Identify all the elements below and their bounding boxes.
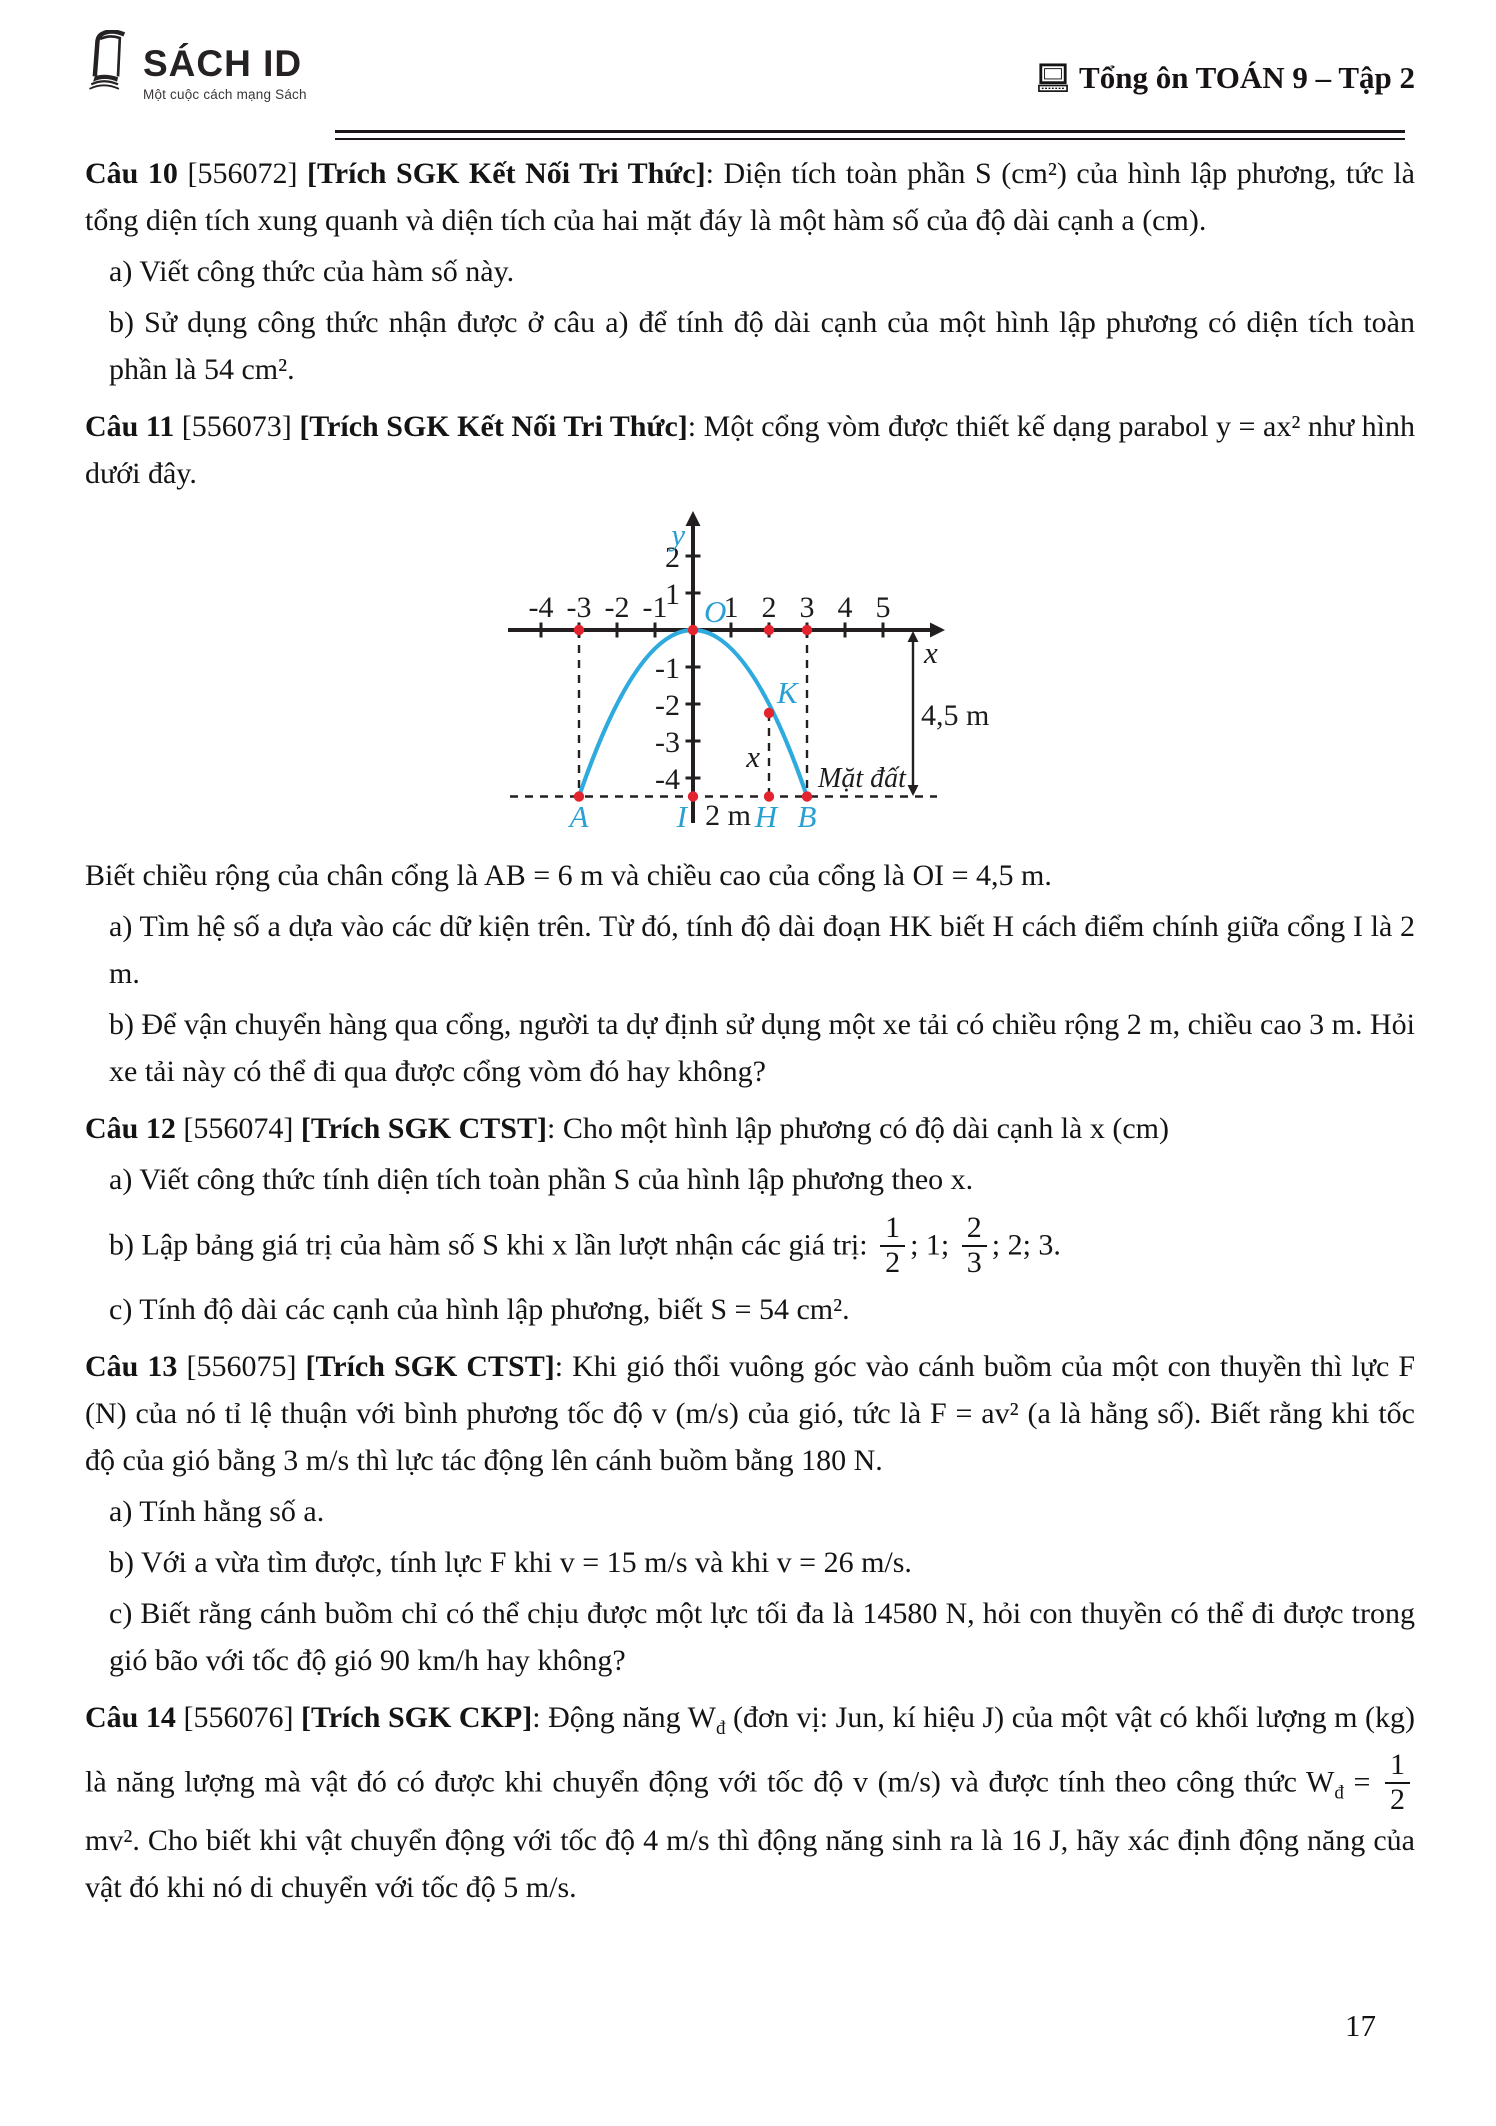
problem-12-ref: [556074] <box>175 1112 301 1145</box>
parabola-figure-svg <box>500 507 1000 842</box>
parabola-figure <box>500 507 1000 842</box>
problem-13-item-b: b) Với a vừa tìm được, tính lực F khi v = 15 m/s và khi v = 26 m/s. <box>109 1546 912 1580</box>
problem-11-body: : Một cổng vòm được thiết kế dạng parabol y = ax² như hình dưới đây. <box>85 410 1415 490</box>
origin-label: O <box>704 594 727 629</box>
svg-text:-4: -4 <box>528 591 554 624</box>
drop-length-label: x <box>746 739 760 774</box>
problem-13-ref: [556075] <box>177 1350 306 1384</box>
problem-12-number: Câu 12 <box>85 1112 176 1145</box>
problem-14-body-2: (đơn vị: Jun, kí hiệu J) của một vật có khối lượng m (kg) là năng lượng mà vật đó có được khi chuyển động với tốc độ v (m/s) và được tính theo công thức W <box>85 1701 1415 1799</box>
logo-tagline: Một cuộc cách mạng Sách <box>143 86 307 102</box>
fraction-two-thirds: $\frac{2}{3}$ <box>962 1213 987 1278</box>
logo-text-block <box>143 30 307 102</box>
y-axis-label: y <box>671 517 685 552</box>
computer-icon <box>1037 63 1069 93</box>
x-axis-label: x <box>924 635 938 670</box>
problem-12-body: : Cho một hình lập phương có độ dài cạnh là x (cm) <box>546 1112 1169 1145</box>
svg-text:-1: -1 <box>642 591 668 624</box>
segment-width-label: 2 m <box>705 799 751 832</box>
axis-ticks <box>541 556 883 778</box>
problem-12-item-a: a) Viết công thức tính diện tích toàn phần S của hình lập phương theo x. <box>109 1163 974 1196</box>
y-tick-labels <box>655 541 680 796</box>
problem-12-source: [Trích SGK CTST] <box>300 1112 547 1145</box>
svg-text:-4: -4 <box>655 763 680 796</box>
point-i-label: I <box>676 799 687 834</box>
svg-text:-1: -1 <box>655 652 680 685</box>
point-h-label: H <box>754 799 778 834</box>
problem-10-ref: [556072] <box>177 157 308 190</box>
problem-11-item-a: a) Tìm hệ số a dựa vào các dữ kiện trên. Từ đó, tính độ dài đoạn HK biết H cách điểm chính giữa cổng I là 2 m. <box>109 910 1415 990</box>
svg-text:1: 1 <box>723 591 739 624</box>
point-a-label: A <box>569 799 589 834</box>
problem-11-number: Câu 11 <box>85 410 175 443</box>
problem-11-note: Biết chiều rộng của chân cổng là AB = 6 m và chiều cao của cổng là OI = 4,5 m. <box>85 859 1052 892</box>
problem-14-body-4: mv². Cho biết khi vật chuyển động với tốc độ 4 m/s thì động năng sinh ra là 16 J, hãy xác định động năng của vật đó khi nó di chuyển với tốc độ 5 m/s. <box>85 1824 1415 1905</box>
problem-12-statement <box>85 1105 1415 1152</box>
document-title <box>1037 60 1415 96</box>
svg-text:5: 5 <box>875 591 891 624</box>
problem-14-body-3: = <box>1343 1765 1381 1799</box>
svg-text:1: 1 <box>665 578 680 611</box>
svg-text:-2: -2 <box>604 591 630 624</box>
fraction-one-half: $\frac{1}{2}$ <box>880 1213 905 1278</box>
svg-text:2: 2 <box>665 541 680 574</box>
kinetic-energy-subscript: đ <box>715 1718 726 1740</box>
document-title-text: Tổng ôn TOÁN 9 – Tập 2 <box>1079 60 1415 95</box>
problem-13-source: [Trích SGK CTST] <box>305 1350 555 1384</box>
problem-14-ref: [556076] <box>175 1701 301 1735</box>
problem-11-source: [Trích SGK Kết Nối Tri Thức] <box>299 410 688 443</box>
problem-10-source: [Trích SGK Kết Nối Tri Thức] <box>307 157 706 190</box>
sach-id-logo <box>85 30 307 102</box>
page-header <box>85 30 1415 122</box>
problem-13-item-c: c) Biết rằng cánh buồm chỉ có thể chịu được một lực tối đa là 14580 N, hỏi con thuyền có thể đi được trong gió bão với tốc độ gió 90 km/h hay không? <box>109 1597 1415 1678</box>
problem-10-item-b: b) Sử dụng công thức nhận được ở câu a) để tính độ dài cạnh của một hình lập phương có diện tích toàn phần là 54 cm². <box>109 306 1415 386</box>
problem-11-item-b: b) Để vận chuyển hàng qua cổng, người ta dự định sử dụng một xe tải có chiều rộng 2 m, chiều cao 3 m. Hỏi xe tải này có thể đi qua được cổng vòm đó hay không? <box>109 1008 1416 1088</box>
height-arrow <box>908 631 919 796</box>
problem-14-number: Câu 14 <box>85 1701 176 1735</box>
problem-12-item-c: c) Tính độ dài các cạnh của hình lập phương, biết S = 54 cm². <box>109 1293 850 1327</box>
problem-11-statement <box>85 403 1415 497</box>
problem-12-item-b: b) Lập bảng giá trị của hàm số S khi x lần lượt nhận các giá trị: $\frac{1}{2}$ ; 1; $\frac{2}{3}$ ; 2; 3. <box>109 1211 1061 1279</box>
svg-text:-2: -2 <box>655 689 680 722</box>
fraction-one-half-formula: $\frac{1}{2}$ <box>1385 1750 1410 1815</box>
page-number: 17 <box>1345 2008 1376 2043</box>
problem-13-statement <box>85 1343 1415 1484</box>
problem-10-number: Câu 10 <box>85 157 178 190</box>
problem-14-statement <box>85 1694 1415 1911</box>
svg-text:-3: -3 <box>655 726 680 759</box>
problem-10-body: : Diện tích toàn phần S (cm²) của hình lập phương, tức là tổng diện tích xung quanh và diện tích của hai mặt đáy là một hàm số của độ dài cạnh a (cm). <box>85 157 1415 237</box>
logo-title: SÁCH ID <box>143 43 303 84</box>
header-divider <box>335 130 1405 140</box>
problem-10-item-a: a) Viết công thức của hàm số này. <box>109 255 515 288</box>
problem-13-body: : Khi gió thổi vuông góc vào cánh buồm của một con thuyền thì lực F (N) của nó tỉ lệ thuận với bình phương tốc độ v (m/s) của gió, tức là F = av² (a là hằng số). Biết rằng khi tốc độ của gió bằng 3 m/s thì lực tác động lên cánh buồm bằng 180 N. <box>85 1350 1416 1478</box>
book-logo-icon <box>85 30 135 96</box>
height-value-label: 4,5 m <box>921 699 990 732</box>
problem-13-item-a: a) Tính hằng số a. <box>109 1495 325 1529</box>
problem-10-statement <box>85 150 1415 244</box>
svg-text:2: 2 <box>761 591 777 624</box>
problem-14-source: [Trích SGK CKP] <box>301 1701 533 1735</box>
point-b-label: B <box>797 799 817 834</box>
svg-text:4: 4 <box>837 591 853 624</box>
problem-14-body-1: : Động năng W <box>532 1701 716 1735</box>
svg-text:-3: -3 <box>566 591 592 624</box>
svg-text:3: 3 <box>799 591 815 624</box>
problem-13-number: Câu 13 <box>85 1350 178 1384</box>
ground-label: Mặt đất <box>818 763 906 794</box>
point-k-label: K <box>777 675 798 710</box>
kinetic-energy-subscript-2: đ <box>1334 1782 1344 1804</box>
problem-11-ref: [556073] <box>174 410 300 443</box>
